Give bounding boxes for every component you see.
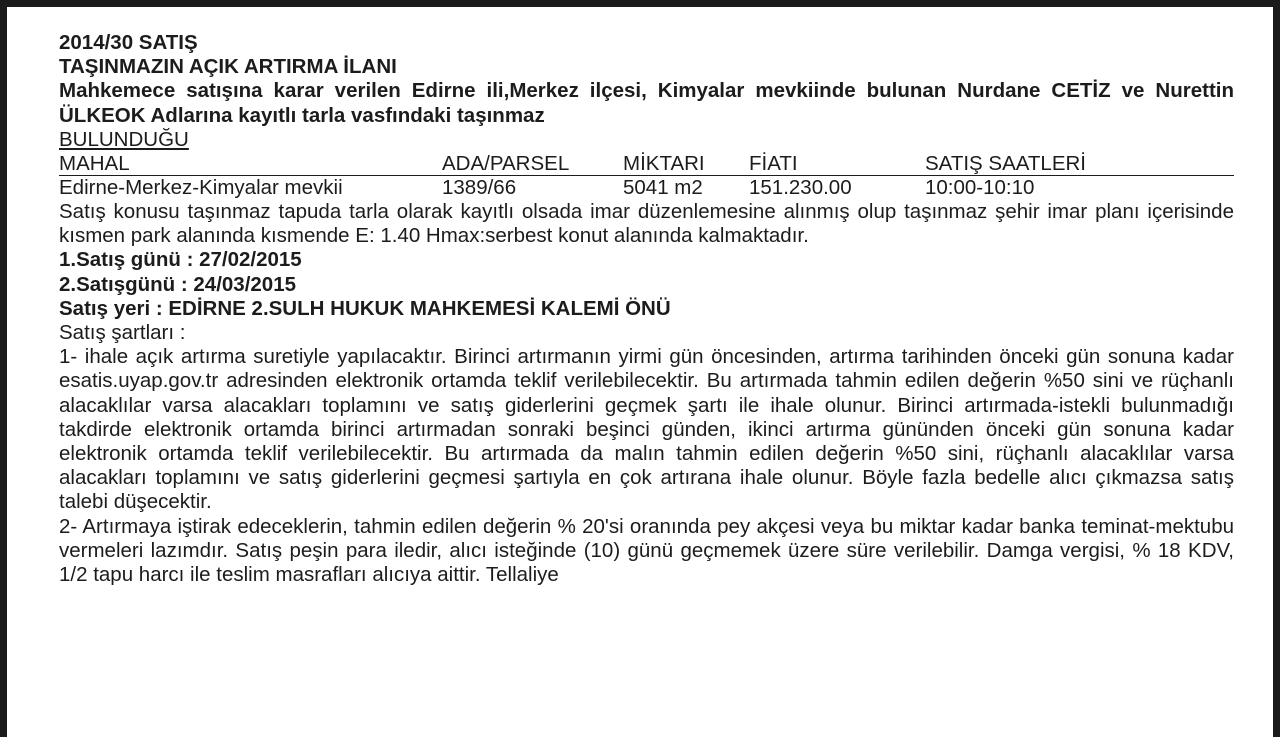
conditions-label: Satış şartları : xyxy=(59,320,186,344)
condition-2: 2- Artırmaya iştirak edeceklerin, tahmin edilen değerin % 20'si oranında pey akçesi veya bu miktar kadar banka teminat-mektubu vermeleri lazımdır. Satış peşin para iledir, alıcı isteğinde (10) günü geçmemek üzere süre verilebilir. Damga vergisi, % 18 KDV, 1/2 tapu harcı ile teslim masrafları alıcıya aittir. Tellaliye xyxy=(59,514,1234,586)
cell-miktari: 5041 m2 xyxy=(623,175,703,199)
col-miktari: MİKTARI xyxy=(623,152,705,176)
notice-ref: 2014/30 SATIŞ xyxy=(59,31,198,54)
notice-page xyxy=(7,7,1273,737)
cell-satis-saatleri: 10:00-10:10 xyxy=(925,175,1035,199)
col-mahal: MAHAL xyxy=(59,152,130,176)
property-table-row xyxy=(59,176,1234,200)
property-description: Satış konusu taşınmaz tapuda tarla olarak kayıtlı olsada imar düzenlemesine alınmış olup taşınmaz şehir imar planı içerisinde kısmen park alanında kısmende E: 1.40 Hmax:serbest konut alanında kalmaktadır. xyxy=(59,199,1234,248)
second-sale-date: 2.Satışgünü : 24/03/2015 xyxy=(59,272,297,296)
sale-place: Satış yeri : EDİRNE 2.SULH HUKUK MAHKEMESİ KALEMİ ÖNÜ xyxy=(59,296,671,320)
notice-intro: Mahkemece satışına karar verilen Edirne ili,Merkez ilçesi, Kimyalar mevkiinde bulunan Nurdane CETİZ ve Nurettin ÜLKEOK Adlarına kayıtlı tarla vasfındaki taşınmaz xyxy=(59,79,1234,127)
location-header: BULUNDUĞU xyxy=(59,127,189,151)
property-table-header xyxy=(59,152,1234,176)
col-satis-saatleri: SATIŞ SAATLERİ xyxy=(925,152,1087,176)
col-ada-parsel: ADA/PARSEL xyxy=(442,152,570,176)
notice-title: TAŞINMAZIN AÇIK ARTIRMA İLANI xyxy=(59,55,397,79)
cell-ada-parsel: 1389/66 xyxy=(442,175,517,199)
first-sale-date: 1.Satış günü : 27/02/2015 xyxy=(59,248,302,272)
col-fiati: FİATI xyxy=(749,152,798,176)
condition-1: 1- ihale açık artırma suretiyle yapılacaktır. Birinci artırmanın yirmi gün öncesinden, artırma tarihinden önceki gün sonuna kadar esatis.uyap.gov.tr adresinden elektronik ortamda teklif verilebilecektir. Bu artırmada tahmin edilen değerin %50 sini ve rüçhanlı alacaklılar varsa alacakları toplamını ve satış giderlerini geçmek şartı ile ihale olunur. Birinci artırmada-istekli bulunmadığı takdirde elektronik ortamda birinci artırmadan sonraki beşinci günden, ikinci artırma gününden önceki gün sonuna kadar elektronik ortamda teklif verilebilecektir. Bu artırmada da malın tahmin edilen değerin %50 sini, rüçhanlı alacaklılar varsa alacakları toplamını ve satış giderlerini geçmesi şartıyla en çok artırana ihale olunur. Böyle fazla bedelle alıcı çıkmazsa satış talebi düşecektir. xyxy=(59,345,1234,514)
notice-body xyxy=(59,31,1234,587)
cell-fiati: 151.230.00 xyxy=(749,175,852,199)
cell-mahal: Edirne-Merkez-Kimyalar mevkii xyxy=(59,175,343,199)
